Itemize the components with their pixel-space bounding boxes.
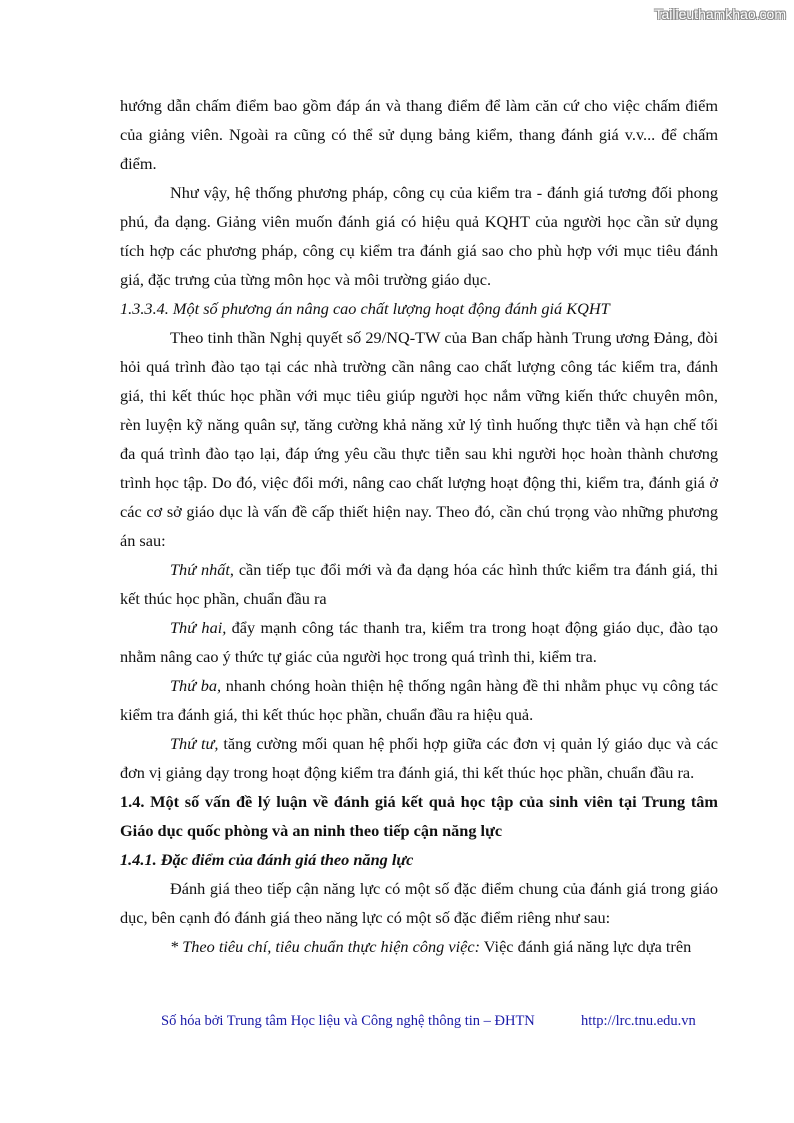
footer-url-link[interactable]: http://lrc.tnu.edu.vn (581, 1013, 696, 1029)
paragraph-item-fourth (120, 729, 718, 787)
document-body (120, 91, 718, 961)
item-lead: Thứ tư, (170, 734, 219, 753)
item-text: Việc đánh giá năng lực dựa trên (480, 937, 692, 956)
footer-credit: Số hóa bởi Trung tâm Học liệu và Công nghệ thông tin – ĐHTN (161, 1013, 535, 1029)
item-text: , cần tiếp tục đổi mới và đa dạng hóa các hình thức kiểm tra đánh giá, thi kết thúc học phần, chuẩn đầu ra (120, 560, 718, 608)
item-text: đẩy mạnh công tác thanh tra, kiểm tra trong hoạt động giáo dục, đào tạo nhằm nâng cao ý thức tự giác của người học trong quá trình thi, kiểm tra. (120, 618, 718, 666)
paragraph: hướng dẫn chấm điểm bao gồm đáp án và thang điểm để làm căn cứ cho việc chấm điểm của giảng viên. Ngoài ra cũng có thể sử dụng bảng kiểm, thang đánh giá v.v... để chấm điểm. (120, 96, 718, 173)
item-lead: Thứ hai, (170, 618, 227, 637)
item-text: nhanh chóng hoàn thiện hệ thống ngân hàng đề thi nhằm phục vụ công tác kiểm tra đánh giá, thi kết thúc học phần, chuẩn đầu ra hiệu quả. (120, 676, 718, 724)
paragraph-item-second (120, 613, 718, 671)
item-lead: * Theo tiêu chí, tiêu chuẩn thực hiện công việc: (170, 937, 480, 956)
paragraph-item-first (120, 555, 718, 613)
paragraph: Theo tinh thần Nghị quyết số 29/NQ-TW của Ban chấp hành Trung ương Đảng, đòi hỏi quá trình đào tạo tại các nhà trường cần nâng cao chất lượng công tác kiểm tra, đánh giá, thi kết thúc học phần với mục tiêu giúp người học nắm vững kiến thức chuyên môn, rèn luyện kỹ năng quân sự, tăng cường khả năng xử lý tình huống thực tiễn và hạn chế tối đa quá trình đào tạo lại, đáp ứng yêu cầu thực tiễn sau khi người học hoàn thành chương trình học tập. Do đó, việc đổi mới, nâng cao chất lượng hoạt động thi, kiểm tra, đánh giá ở các cơ sở giáo dục là vấn đề cấp thiết hiện nay. Theo đó, cần chú trọng vào những phương án sau: (120, 328, 718, 550)
paragraph: Như vậy, hệ thống phương pháp, công cụ của kiểm tra - đánh giá tương đối phong phú, đa dạng. Giảng viên muốn đánh giá có hiệu quả KQHT của người học cần sử dụng tích hợp các phương pháp, công cụ kiểm tra đánh giá sao cho phù hợp với mục tiêu đánh giá, đặc trưng của từng môn học và môi trường giáo dục. (120, 183, 718, 289)
item-lead: Thứ nhất (170, 560, 230, 579)
item-lead: Thứ ba, (170, 676, 222, 695)
paragraph-item-third (120, 671, 718, 729)
watermark-text: Tailieuthamkhao.com (654, 6, 786, 22)
paragraph-criteria (120, 932, 718, 961)
section-heading-1-3-3-4: 1.3.3.4. Một số phương án nâng cao chất lượng hoạt động đánh giá KQHT (120, 299, 610, 318)
item-text: tăng cường mối quan hệ phối hợp giữa các đơn vị quản lý giáo dục và các đơn vị giảng dạy trong hoạt động kiểm tra đánh giá, thi kết thúc học phần, chuẩn đầu ra. (120, 734, 718, 782)
section-heading-1-4-1: 1.4.1. Đặc điểm của đánh giá theo năng lực (120, 850, 414, 869)
paragraph: Đánh giá theo tiếp cận năng lực có một số đặc điểm chung của đánh giá trong giáo dục, bên cạnh đó đánh giá theo năng lực có một số đặc điểm riêng như sau: (120, 879, 718, 927)
section-heading-1-4: 1.4. Một số vấn đề lý luận về đánh giá kết quả học tập của sinh viên tại Trung tâm Giáo dục quốc phòng và an ninh theo tiếp cận năng lực (120, 792, 718, 840)
